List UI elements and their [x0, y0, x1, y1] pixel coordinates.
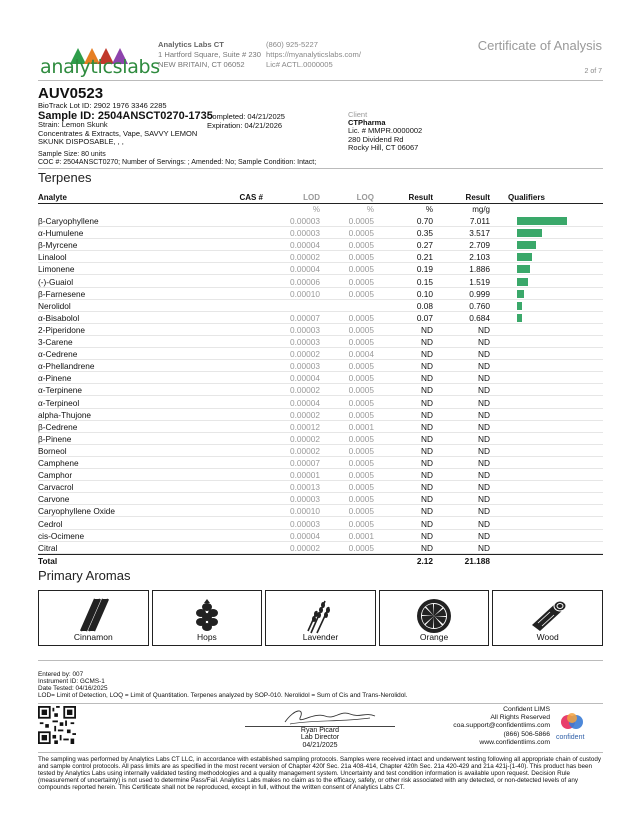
result-bar — [517, 253, 532, 261]
dates — [207, 112, 285, 130]
result-pct-cell: 0.07 — [416, 312, 433, 323]
result-pct-cell: 0.70 — [416, 216, 433, 226]
total-mg: 21.188 — [464, 555, 490, 566]
result-mg-cell: ND — [478, 506, 490, 517]
loq-cell: 0.0005 — [348, 361, 374, 372]
loq-cell: 0.0005 — [348, 337, 374, 347]
loq-cell: 0.0005 — [348, 542, 374, 553]
loq-cell: 0.0005 — [348, 228, 374, 239]
hops-icon — [190, 597, 224, 635]
result-mg-cell: 0.999 — [469, 288, 490, 299]
lab-phone: (860) 925-5227 — [266, 40, 318, 49]
result-mg-cell: ND — [478, 361, 490, 372]
loq-cell: 0.0005 — [348, 373, 374, 384]
lod-cell: 0.00002 — [290, 252, 320, 263]
cinnamon-icon — [73, 597, 113, 633]
lab-website[interactable]: https://myanalyticslabs.com/ — [266, 50, 361, 59]
lod-cell: 0.00013 — [290, 482, 320, 493]
analyte-cell: α-Humulene — [38, 228, 84, 239]
analyte-cell: (-)-Guaiol — [38, 276, 74, 287]
header-analyte: Analyte — [38, 193, 67, 202]
lab-contact — [266, 40, 361, 70]
result-mg-cell: ND — [478, 349, 490, 360]
table-row — [38, 324, 603, 336]
result-mg-cell: 7.011 — [469, 216, 490, 226]
result-mg-cell: ND — [478, 433, 490, 444]
loq-cell: 0.0004 — [348, 349, 374, 360]
document-title: Certificate of Analysis — [477, 38, 602, 53]
client-label: Client — [348, 110, 368, 119]
unit-result-mg: mg/g — [472, 205, 490, 214]
header-lod: LOD — [303, 193, 320, 202]
header-result-pct: Result — [408, 193, 433, 202]
confident-name: Confident LIMS — [503, 706, 550, 713]
table-row — [38, 251, 603, 263]
analyte-cell: β-Cedrene — [38, 421, 78, 432]
lod-cell: 0.00003 — [290, 228, 320, 239]
table-row — [38, 397, 603, 409]
lod-cell: 0.00002 — [290, 409, 320, 420]
result-pct-cell: ND — [421, 349, 433, 360]
lod-cell: 0.00004 — [290, 240, 320, 251]
lab-license: Lic# ACTL.0000005 — [266, 60, 333, 69]
signature-date: 04/21/2025 — [302, 741, 338, 749]
analyte-cell: Borneol — [38, 445, 67, 456]
result-pct-cell: ND — [421, 494, 433, 505]
result-pct-cell: ND — [421, 470, 433, 481]
loq-cell: 0.0001 — [348, 421, 374, 432]
table-row — [38, 336, 603, 348]
loq-cell: 0.0005 — [348, 288, 374, 299]
analyte-cell: β-Myrcene — [38, 240, 78, 251]
result-mg-cell: ND — [478, 397, 490, 408]
analyte-cell: Cedrol — [38, 518, 63, 529]
table-row — [38, 263, 603, 275]
qr-code-icon[interactable] — [38, 706, 76, 744]
loq-cell: 0.0005 — [348, 445, 374, 456]
lod-cell: 0.00012 — [290, 421, 320, 432]
lod-cell: 0.00002 — [290, 542, 320, 553]
result-pct-cell: 0.21 — [416, 252, 433, 263]
signature-icon — [270, 704, 390, 728]
result-mg-cell: ND — [478, 530, 490, 541]
analyte-cell: Camphene — [38, 458, 79, 468]
analyte-cell: α-Pinene — [38, 373, 72, 384]
analyte-cell: 2-Piperidone — [38, 324, 86, 335]
lod-cell: 0.00002 — [290, 385, 320, 396]
page-header — [0, 0, 640, 80]
aroma-label: Lavender — [302, 632, 339, 642]
result-mg-cell: 1.886 — [469, 264, 490, 275]
page-number: 2 of 7 — [584, 68, 602, 75]
analyte-cell: α-Terpinene — [38, 385, 82, 396]
table-row — [38, 360, 603, 372]
analyte-cell: Linalool — [38, 252, 67, 263]
lod-cell: 0.00004 — [290, 373, 320, 384]
completed-date: Completed: 04/21/2025 — [207, 112, 285, 121]
table-row — [38, 288, 603, 300]
aroma-label: Cinnamon — [73, 632, 113, 642]
lod-cell: 0.00010 — [290, 506, 320, 517]
table-row — [38, 518, 603, 530]
analyte-cell: Citral — [38, 542, 58, 553]
table-header — [38, 193, 603, 204]
table-row — [38, 215, 603, 227]
instrument-id: Instrument ID: GCMS-1 — [38, 678, 105, 685]
loq-cell: 0.0005 — [348, 506, 374, 517]
signatory-name: Ryan Picard — [300, 727, 340, 734]
sample-meta — [38, 151, 316, 167]
lod-cell: 0.00002 — [290, 445, 320, 456]
table-row — [38, 276, 603, 288]
result-bar — [517, 302, 522, 310]
header-cas: CAS # — [239, 193, 263, 202]
table-row — [38, 457, 603, 469]
analyte-cell: β-Farnesene — [38, 288, 86, 299]
aroma-label: Wood — [536, 632, 559, 642]
result-pct-cell: ND — [421, 337, 433, 347]
result-pct-cell: 0.15 — [416, 276, 433, 287]
signatory-title: Lab Director — [300, 734, 340, 742]
table-row — [38, 421, 603, 433]
lod-cell: 0.00003 — [290, 216, 320, 226]
analyte-cell: β-Pinene — [38, 433, 72, 444]
result-pct-cell: 0.08 — [416, 300, 433, 311]
result-pct-cell: ND — [421, 445, 433, 456]
analyte-cell: α-Terpineol — [38, 397, 80, 408]
table-row — [38, 409, 603, 421]
lod-cell: 0.00006 — [290, 276, 320, 287]
table-row — [38, 348, 603, 360]
client-license: Lic. # MMPR.0000002 — [348, 126, 423, 136]
strain-info — [38, 121, 208, 147]
result-mg-cell: 3.517 — [469, 228, 490, 239]
lab-address-1: 1 Hartford Square, Suite # 230 — [158, 50, 262, 59]
wood-icon — [528, 597, 568, 633]
analyte-cell: cis-Ocimene — [38, 530, 85, 541]
aroma-wood — [492, 590, 603, 646]
result-bar — [517, 229, 542, 237]
divider — [38, 660, 603, 661]
sample-size: Sample Size: 80 units — [38, 151, 106, 158]
product-line: Concentrates & Extracts, Vape, SAVVY LEMON — [38, 128, 198, 138]
disclaimer: The sampling was performed by Analytics Labs CT LLC, in accordance with established sampling protocols. Samples were received intact and underwent testing following all appropriate chain of custody and sample control protocols. All pass limits are as specified in the most recent version of Chapter 420f Sec. 21a 408-414, Chapter 420h Sec. 21a 420-429 and 21a 421j-(1-40). This product has been tested by Analytics Labs using internally validated testing methodologies and a quality management system. Uncertainty and test condition information is available upon request. Decision Rule (measurement of uncertainty) is not used to determine Pass/Fail. Analytics Labs makes no claim as to the efficacy, safety, or other risk associated with any detected, or non-detected levels of any compounds reported herein. This Certificate shall not be reproduced, except in full, without the written consent of Analytics Labs CT. — [38, 756, 602, 791]
header-qualifiers: Qualifiers — [508, 193, 545, 202]
lavender-icon — [303, 597, 337, 635]
lab-address-2: NEW BRITAIN, CT 06052 — [158, 60, 245, 69]
loq-cell: 0.0005 — [348, 518, 374, 529]
result-pct-cell: ND — [421, 482, 433, 493]
result-bar — [517, 217, 567, 225]
aroma-label: Hops — [196, 632, 217, 642]
result-pct-cell: 0.35 — [416, 228, 433, 239]
table-row — [38, 433, 603, 445]
table-row — [38, 227, 603, 239]
table-row — [38, 481, 603, 493]
result-pct-cell: ND — [421, 433, 433, 444]
result-mg-cell: 2.709 — [469, 240, 490, 251]
orange-icon — [415, 597, 453, 635]
loq-cell: 0.0005 — [348, 409, 374, 420]
total-pct: 2.12 — [416, 555, 433, 566]
table-row — [38, 384, 603, 396]
loq-cell: 0.0005 — [348, 482, 374, 493]
lod-cell: 0.00004 — [290, 530, 320, 541]
loq-cell: 0.0005 — [348, 458, 374, 468]
analyte-cell: Camphor — [38, 470, 73, 481]
terpenes-title: Terpenes — [38, 170, 92, 185]
entered-by: Entered by: 007 — [38, 671, 84, 678]
signatory — [245, 727, 395, 749]
table-row — [38, 239, 603, 251]
client-info — [348, 111, 422, 152]
result-mg-cell: ND — [478, 518, 490, 529]
result-pct-cell: ND — [421, 421, 433, 432]
confident-email[interactable]: coa.support@confidentlims.com — [453, 722, 550, 730]
analyte-cell: Caryophyllene Oxide — [38, 506, 116, 517]
test-notes — [38, 671, 603, 699]
analyte-cell: Limonene — [38, 264, 75, 275]
lod-cell: 0.00003 — [290, 337, 320, 347]
lod-cell: 0.00003 — [290, 324, 320, 335]
lod-cell: 0.00004 — [290, 397, 320, 408]
result-pct-cell: ND — [421, 530, 433, 541]
table-row — [38, 445, 603, 457]
divider — [38, 168, 603, 169]
product-line: SKUNK DISPOSABLE, , , — [38, 137, 124, 146]
result-pct-cell: 0.10 — [416, 288, 433, 299]
analyte-cell: Nerolidol — [38, 300, 71, 311]
loq-cell: 0.0005 — [348, 240, 374, 251]
loq-cell: 0.0001 — [348, 530, 374, 541]
divider — [38, 752, 603, 753]
result-pct-cell: 0.27 — [416, 240, 433, 251]
table-row — [38, 542, 603, 554]
result-mg-cell: ND — [478, 409, 490, 420]
loq-cell: 0.0005 — [348, 324, 374, 335]
result-pct-cell: ND — [421, 361, 433, 372]
result-bar — [517, 265, 530, 273]
result-mg-cell: ND — [478, 470, 490, 481]
aroma-orange — [379, 590, 490, 646]
loq-cell: 0.0005 — [348, 433, 374, 444]
result-mg-cell: 1.519 — [469, 276, 490, 287]
divider — [38, 80, 603, 81]
result-mg-cell: ND — [478, 373, 490, 384]
aroma-label: Orange — [419, 632, 449, 642]
aroma-cinnamon — [38, 590, 149, 646]
strain-line: Strain: Lemon Skunk — [38, 120, 108, 129]
confident-web[interactable]: www.confidentlims.com — [479, 738, 550, 746]
result-mg-cell: ND — [478, 482, 490, 493]
result-mg-cell: ND — [478, 337, 490, 347]
client-name: CTPharma — [348, 118, 386, 128]
table-row — [38, 300, 603, 312]
result-pct-cell: ND — [421, 373, 433, 384]
header-result-mg: Result — [465, 193, 490, 202]
loq-cell: 0.0005 — [348, 397, 374, 408]
analyte-cell: α-Phellandrene — [38, 361, 95, 372]
analyte-cell: Carvacrol — [38, 482, 74, 493]
coc-info: COC #: 2504ANSCT0270; Number of Servings: ; Amended: No; Sample Condition: Intact; — [38, 159, 317, 166]
analyte-cell: β-Caryophyllene — [38, 216, 99, 226]
logo-wordmark: analyticslabs — [40, 56, 160, 78]
result-pct-cell: ND — [421, 542, 433, 553]
confident-rights: All Rights Reserved — [490, 714, 550, 722]
table-row — [38, 530, 603, 542]
confident-logo-icon — [556, 712, 588, 732]
aromas-title: Primary Aromas — [38, 568, 131, 583]
lod-cell: 0.00010 — [290, 288, 320, 299]
result-mg-cell: 2.103 — [469, 252, 490, 263]
lod-cell: 0.00002 — [290, 433, 320, 444]
total-row — [38, 555, 603, 567]
loq-cell: 0.0005 — [348, 264, 374, 275]
result-pct-cell: 0.19 — [416, 264, 433, 275]
aromas-panel — [38, 590, 603, 646]
analyte-cell: alpha-Thujone — [38, 409, 92, 420]
unit-result-pct: % — [425, 205, 433, 214]
table-row — [38, 493, 603, 505]
result-bar — [517, 241, 536, 249]
loq-cell: 0.0005 — [348, 494, 374, 505]
result-pct-cell: ND — [421, 397, 433, 408]
result-mg-cell: ND — [478, 494, 490, 505]
sample-id: Sample ID: 2504ANSCT0270-1735 — [38, 110, 213, 122]
result-bar — [517, 290, 524, 298]
unit-loq: % — [366, 205, 374, 214]
lab-info — [158, 40, 261, 70]
result-pct-cell: ND — [421, 324, 433, 335]
loq-cell: 0.0005 — [348, 312, 374, 323]
lab-name: Analytics Labs CT — [158, 40, 224, 49]
loq-cell: 0.0005 — [348, 216, 374, 226]
date-tested: Date Tested: 04/16/2025 — [38, 685, 108, 692]
result-mg-cell: ND — [478, 421, 490, 432]
aroma-lavender — [265, 590, 376, 646]
sample-code: AUV0523 — [38, 85, 104, 102]
loq-cell: 0.0005 — [348, 252, 374, 263]
result-mg-cell: ND — [478, 458, 490, 468]
result-mg-cell: ND — [478, 445, 490, 456]
lod-cell: 0.00004 — [290, 264, 320, 275]
loq-cell: 0.0005 — [348, 470, 374, 481]
lod-cell: 0.00003 — [290, 518, 320, 529]
result-pct-cell: ND — [421, 518, 433, 529]
unit-lod: % — [312, 205, 320, 214]
confident-wordmark: confident — [556, 734, 585, 741]
result-pct-cell: ND — [421, 385, 433, 396]
result-bar — [517, 278, 528, 286]
expiration-date: Expiration: 04/21/2026 — [207, 121, 283, 130]
result-bar — [517, 314, 522, 322]
lod-cell: 0.00007 — [290, 458, 320, 468]
table-row — [38, 372, 603, 384]
result-pct-cell: ND — [421, 458, 433, 468]
lod-cell: 0.00002 — [290, 349, 320, 360]
analyte-cell: α-Cedrene — [38, 349, 78, 360]
lod-cell: 0.00003 — [290, 494, 320, 505]
result-mg-cell: ND — [478, 542, 490, 553]
lod-note: LOD= Limit of Detection, LOQ = Limit of Quantitation. Terpenes analyzed by SOP-010. Nerolidol = Sum of Cis and Trans-Nerolidol. — [38, 692, 408, 699]
loq-cell: 0.0005 — [348, 385, 374, 396]
biotrack-lot-id: BioTrack Lot ID: 2902 1976 3346 2285 — [38, 101, 167, 110]
table-row — [38, 312, 603, 324]
total-label: Total — [38, 555, 58, 566]
loq-cell: 0.0005 — [348, 276, 374, 287]
result-mg-cell: 0.760 — [469, 300, 490, 311]
analyte-cell: α-Bisabolol — [38, 312, 80, 323]
result-pct-cell: ND — [421, 409, 433, 420]
confident-info — [440, 706, 550, 747]
analyte-cell: 3-Carene — [38, 337, 73, 347]
lod-cell: 0.00001 — [290, 470, 320, 481]
client-address-2: Rocky Hill, CT 06067 — [348, 142, 419, 152]
result-pct-cell: ND — [421, 506, 433, 517]
client-address-1: 280 Dividend Rd — [348, 134, 404, 144]
analyte-cell: Carvone — [38, 494, 70, 505]
lod-cell: 0.00003 — [290, 361, 320, 372]
confident-phone: (866) 506-5866 — [503, 730, 550, 738]
table-row — [38, 505, 603, 517]
result-mg-cell: ND — [478, 324, 490, 335]
lod-cell: 0.00007 — [290, 312, 320, 323]
result-mg-cell: ND — [478, 385, 490, 396]
result-mg-cell: 0.684 — [469, 312, 490, 323]
table-row — [38, 469, 603, 481]
header-loq: LOQ — [356, 193, 374, 202]
aroma-hops — [152, 590, 263, 646]
